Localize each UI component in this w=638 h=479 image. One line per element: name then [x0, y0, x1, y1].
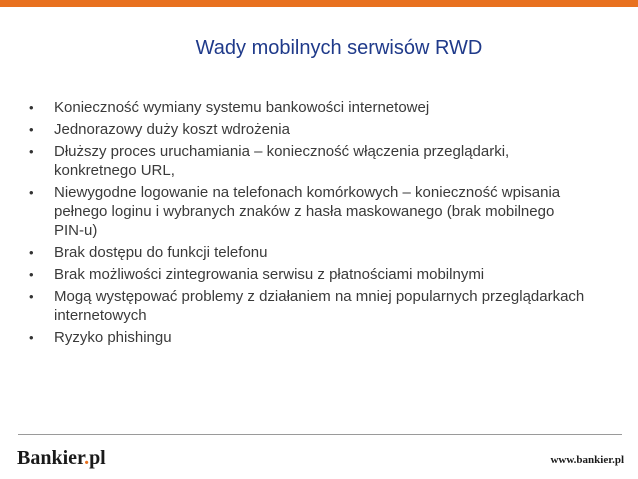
bullet-icon: •: [29, 185, 34, 200]
bullet-icon: •: [29, 330, 34, 345]
bullet-item: [27, 328, 587, 347]
footer-divider: [18, 434, 622, 435]
logo-name: Bankier: [17, 447, 85, 469]
bullet-text: Mogą występować problemy z działaniem na mniej popularnych przeglądarkach internetowych: [54, 288, 585, 324]
bullet-icon: •: [29, 144, 34, 159]
bullet-item: [27, 98, 587, 117]
bankier-logo[interactable]: [17, 447, 106, 470]
bullet-icon: •: [29, 122, 34, 137]
bullet-item: [27, 243, 587, 262]
site-url-link[interactable]: www.bankier.pl: [550, 454, 624, 466]
bullet-text: Dłuższy proces uruchamiania – konieczność włączenia przeglądarki, konkretnego URL,: [54, 143, 510, 179]
bullet-text: Niewygodne logowanie na telefonach komórkowych – konieczność wpisania pełnego loginu i wybranych znaków z hasła maskowanego (brak mobilnego PIN-u): [54, 184, 561, 239]
bullet-item: [27, 142, 587, 180]
logo-tld: pl: [89, 447, 106, 469]
bullet-text: Brak dostępu do funkcji telefonu: [54, 244, 268, 261]
bullet-item: [27, 183, 587, 240]
bullet-icon: •: [29, 100, 34, 115]
bullet-icon: •: [29, 289, 34, 304]
logo-dot: .: [84, 447, 90, 469]
top-accent-bar: [0, 0, 638, 7]
bullet-text: Ryzyko phishingu: [54, 329, 172, 346]
bullet-text: Jednorazowy duży koszt wdrożenia: [54, 121, 290, 138]
slide-title: Wady mobilnych serwisów RWD: [195, 37, 483, 59]
bullet-item: [27, 120, 587, 139]
bullet-list: [27, 98, 587, 350]
bullet-item: [27, 265, 587, 284]
bullet-text: Brak możliwości zintegrowania serwisu z płatnościami mobilnymi: [54, 266, 485, 283]
bullet-icon: •: [29, 267, 34, 282]
bullet-icon: •: [29, 245, 34, 260]
bullet-item: [27, 287, 587, 325]
bullet-text: Konieczność wymiany systemu bankowości internetowej: [54, 99, 430, 116]
